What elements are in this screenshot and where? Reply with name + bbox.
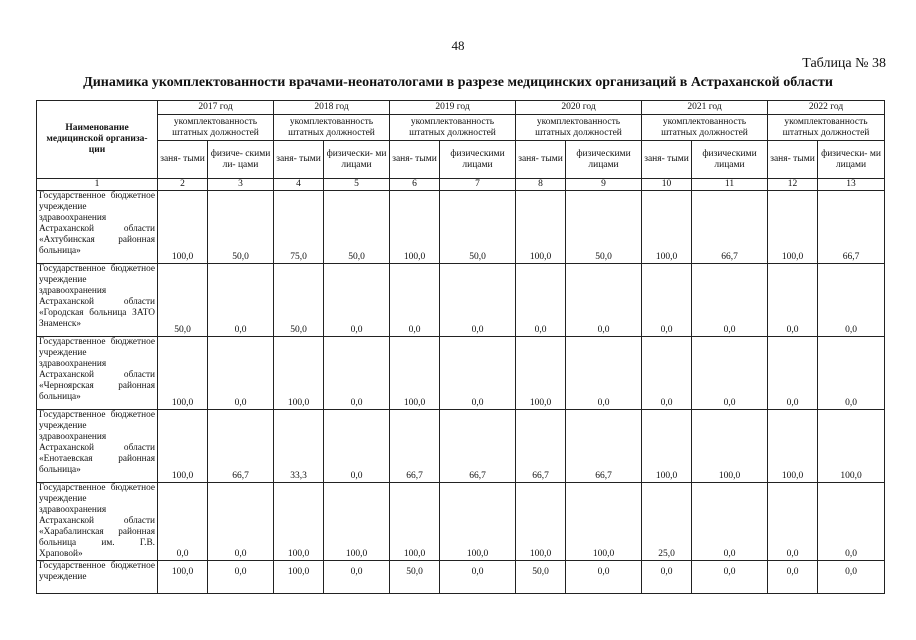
value-occupied: 50,0 <box>516 561 566 594</box>
value-occupied: 50,0 <box>390 561 440 594</box>
value-occupied: 100,0 <box>274 337 324 410</box>
value-occupied: 0,0 <box>158 483 208 561</box>
column-number: 5 <box>324 179 390 191</box>
value-physical: 0,0 <box>818 483 885 561</box>
value-occupied: 100,0 <box>516 337 566 410</box>
value-physical: 0,0 <box>324 264 390 337</box>
value-physical: 66,7 <box>692 191 768 264</box>
value-physical: 100,0 <box>692 410 768 483</box>
column-number: 11 <box>692 179 768 191</box>
value-physical: 0,0 <box>692 264 768 337</box>
value-occupied: 0,0 <box>642 337 692 410</box>
column-number: 9 <box>566 179 642 191</box>
value-physical: 0,0 <box>324 410 390 483</box>
header-staffing-2022: укомплектованность штатных должностей <box>768 115 885 141</box>
subheader-physical-2021: физическими лицами <box>692 141 768 179</box>
header-staffing-2019: укомплектованность штатных должностей <box>390 115 516 141</box>
value-physical: 0,0 <box>818 561 885 594</box>
value-physical: 66,7 <box>440 410 516 483</box>
subheader-occupied-2020: заня- тыми <box>516 141 566 179</box>
table-title: Динамика укомплектованности врачами-неонатологами в разрезе медицинских организаций в Астраханской области <box>83 75 833 90</box>
value-occupied: 100,0 <box>642 191 692 264</box>
value-occupied: 0,0 <box>642 264 692 337</box>
staffing-table <box>36 100 885 594</box>
table-body <box>37 191 885 594</box>
page-number: 48 <box>451 38 465 53</box>
value-physical: 66,7 <box>818 191 885 264</box>
header-year-2022: 2022 год <box>768 101 885 115</box>
subheader-occupied-2018: заня- тыми <box>274 141 324 179</box>
value-physical: 0,0 <box>440 264 516 337</box>
value-occupied: 100,0 <box>516 191 566 264</box>
value-physical: 0,0 <box>208 264 274 337</box>
value-physical: 0,0 <box>324 337 390 410</box>
value-physical: 0,0 <box>208 337 274 410</box>
column-number: 6 <box>390 179 440 191</box>
value-physical: 0,0 <box>692 483 768 561</box>
value-occupied: 66,7 <box>390 410 440 483</box>
header-year-2019: 2019 год <box>390 101 516 115</box>
value-occupied: 100,0 <box>274 483 324 561</box>
subheader-occupied-2017: заня- тыми <box>158 141 208 179</box>
value-physical: 50,0 <box>440 191 516 264</box>
value-occupied: 66,7 <box>516 410 566 483</box>
subheader-occupied-2021: заня- тыми <box>642 141 692 179</box>
value-occupied: 100,0 <box>768 191 818 264</box>
value-physical: 0,0 <box>692 337 768 410</box>
subheader-physical-2022: физически- ми лицами <box>818 141 885 179</box>
column-number: 4 <box>274 179 324 191</box>
value-occupied: 100,0 <box>390 191 440 264</box>
table-row <box>37 410 885 483</box>
value-occupied: 0,0 <box>516 264 566 337</box>
value-physical: 0,0 <box>208 561 274 594</box>
value-occupied: 0,0 <box>642 561 692 594</box>
column-number: 8 <box>516 179 566 191</box>
value-occupied: 0,0 <box>768 561 818 594</box>
table-row <box>37 561 885 594</box>
value-physical: 0,0 <box>818 264 885 337</box>
value-occupied: 0,0 <box>768 264 818 337</box>
value-physical: 100,0 <box>818 410 885 483</box>
subheader-physical-2017: физиче- скими ли- цами <box>208 141 274 179</box>
value-physical: 0,0 <box>440 561 516 594</box>
value-occupied: 25,0 <box>642 483 692 561</box>
value-physical: 0,0 <box>566 264 642 337</box>
column-number: 13 <box>818 179 885 191</box>
header-year-2018: 2018 год <box>274 101 390 115</box>
value-physical: 0,0 <box>440 337 516 410</box>
column-number: 7 <box>440 179 516 191</box>
organization-name: Государственное бюджетное учреждение здравоохранения Астраханской области «Черноярская районная больница» <box>37 337 158 410</box>
subheader-physical-2020: физическими лицами <box>566 141 642 179</box>
value-physical: 50,0 <box>324 191 390 264</box>
column-number-row <box>37 179 885 191</box>
column-number: 10 <box>642 179 692 191</box>
value-occupied: 100,0 <box>158 337 208 410</box>
value-physical: 0,0 <box>324 561 390 594</box>
value-physical: 0,0 <box>566 561 642 594</box>
value-physical: 100,0 <box>440 483 516 561</box>
value-occupied: 100,0 <box>768 410 818 483</box>
header-year-2021: 2021 год <box>642 101 768 115</box>
organization-name: Государственное бюджетное учреждение здравоохранения Астраханской области «Городская больница ЗАТО Знаменск» <box>37 264 158 337</box>
header-year-2020: 2020 год <box>516 101 642 115</box>
column-number: 2 <box>158 179 208 191</box>
table-label: Таблица № 38 <box>802 56 886 71</box>
value-physical: 0,0 <box>566 337 642 410</box>
value-physical: 0,0 <box>208 483 274 561</box>
value-physical: 100,0 <box>566 483 642 561</box>
header-year-2017: 2017 год <box>158 101 274 115</box>
value-occupied: 100,0 <box>158 191 208 264</box>
header-staffing-2021: укомплектованность штатных должностей <box>642 115 768 141</box>
column-number: 12 <box>768 179 818 191</box>
value-occupied: 100,0 <box>390 483 440 561</box>
value-occupied: 0,0 <box>768 337 818 410</box>
value-occupied: 0,0 <box>390 264 440 337</box>
table-row <box>37 191 885 264</box>
column-number: 1 <box>37 179 158 191</box>
value-occupied: 100,0 <box>390 337 440 410</box>
header-name-column: Наименование медицинской организа- ции <box>37 101 158 179</box>
organization-name: Государственное бюджетное учреждение здравоохранения Астраханской области «Харабалинская районная больница им. Г.В. Храповой» <box>37 483 158 561</box>
value-physical: 66,7 <box>566 410 642 483</box>
organization-name: Государственное бюджетное учреждение <box>37 561 158 594</box>
value-occupied: 100,0 <box>274 561 324 594</box>
subheader-occupied-2022: заня- тыми <box>768 141 818 179</box>
value-occupied: 100,0 <box>642 410 692 483</box>
organization-name: Государственное бюджетное учреждение здравоохранения Астраханской области «Ахтубинская районная больница» <box>37 191 158 264</box>
organization-name: Государственное бюджетное учреждение здравоохранения Астраханской области «Енотаевская районная больница» <box>37 410 158 483</box>
value-occupied: 50,0 <box>158 264 208 337</box>
value-physical: 0,0 <box>692 561 768 594</box>
value-occupied: 75,0 <box>274 191 324 264</box>
table-row <box>37 483 885 561</box>
value-physical: 100,0 <box>324 483 390 561</box>
header-staffing-2020: укомплектованность штатных должностей <box>516 115 642 141</box>
subheader-occupied-2019: заня- тыми <box>390 141 440 179</box>
value-occupied: 100,0 <box>516 483 566 561</box>
value-physical: 50,0 <box>566 191 642 264</box>
table-row <box>37 264 885 337</box>
value-physical: 0,0 <box>818 337 885 410</box>
value-occupied: 50,0 <box>274 264 324 337</box>
value-occupied: 0,0 <box>768 483 818 561</box>
subheader-physical-2019: физическими лицами <box>440 141 516 179</box>
header-staffing-2017: укомплектованность штатных должностей <box>158 115 274 141</box>
value-physical: 66,7 <box>208 410 274 483</box>
value-occupied: 100,0 <box>158 561 208 594</box>
subheader-physical-2018: физически- ми лицами <box>324 141 390 179</box>
value-occupied: 100,0 <box>158 410 208 483</box>
table-row <box>37 337 885 410</box>
header-staffing-2018: укомплектованность штатных должностей <box>274 115 390 141</box>
value-occupied: 33,3 <box>274 410 324 483</box>
value-physical: 50,0 <box>208 191 274 264</box>
column-number: 3 <box>208 179 274 191</box>
